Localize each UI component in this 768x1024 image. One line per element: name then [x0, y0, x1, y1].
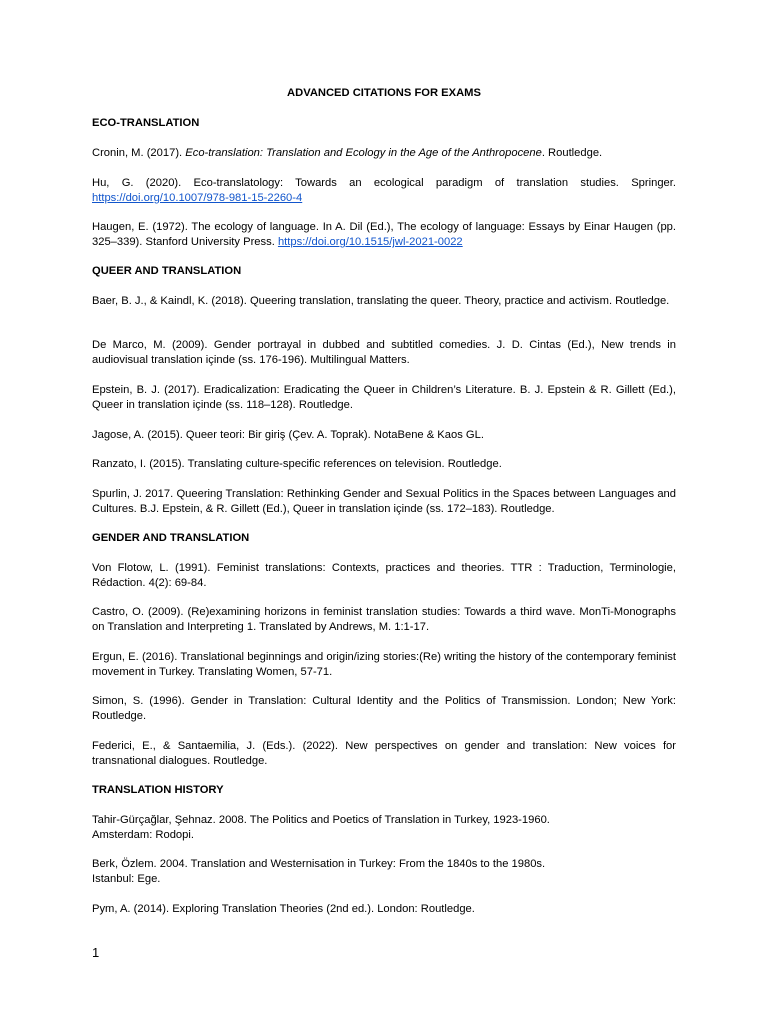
citation-epstein: Epstein, B. J. (2017). Eradicalization: Eradicating the Queer in Children’s Literature. B. J. Epstein & R. Gillett (Ed.), Queer in translation içinde (ss. 118–128). Routledge.: [92, 384, 676, 411]
citation-spurlin: Spurlin, J. 2017. Queering Translation: Rethinking Gender and Sexual Politics in the Spaces between Languages and Cultures. B.J. Epstein, & R. Gillett (Ed.), Queer in translation içinde (ss. 172–183). Routledge.: [92, 488, 676, 515]
citation-castro: Castro, O. (2009). (Re)examining horizons in feminist translation studies: Towards a third wave. MonTi-Monographs on Translation and Interpreting 1. Translated by Andrews, M. 1:1-17.: [92, 606, 676, 633]
citation-line: Istanbul: Ege.: [92, 872, 161, 885]
citation-text: Hu, G. (2020). Eco-translatology: Towards an ecological paradigm of translation studies. Springer.: [92, 177, 676, 189]
citation-berk: [92, 857, 676, 887]
section-heading-gender-and-translation: GENDER AND TRANSLATION: [92, 532, 250, 544]
citation-hu: [92, 176, 676, 206]
citation-text: . Routledge.: [541, 147, 603, 159]
citation-line: Tahir-Gürçağlar, Şehnaz. 2008. The Politics and Poetics of Translation in Turkey, 1923-1960.: [92, 814, 550, 826]
citation-simon: Simon, S. (1996). Gender in Translation: Cultural Identity and the Politics of Transmission. London; New York: Routledge.: [92, 695, 676, 722]
document-title: ADVANCED CITATIONS FOR EXAMS: [287, 87, 481, 99]
doi-link[interactable]: https://doi.org/10.1515/jwl-2021-0022: [277, 235, 463, 248]
citation-baer: Baer, B. J., & Kaindl, K. (2018). Queering translation, translating the queer. Theory, practice and activism. Routledge.: [92, 295, 670, 307]
citation-federici: Federici, E., & Santaemilia, J. (Eds.). (2022). New perspectives on gender and translation: New voices for transnational dialogues. Routledge.: [92, 740, 676, 767]
citation-haugen: [92, 220, 676, 250]
citation-text: Cronin, M. (2017).: [92, 147, 186, 159]
citation-tahir-gurcaglar: [92, 813, 676, 843]
citation-text: Haugen, E. (1972). The ecology of language. In A. Dil (Ed.), The ecology of language: Essays by Einar Haugen (pp. 325–339). Stanford University Press.: [92, 221, 676, 248]
citation-pym: Pym, A. (2014). Exploring Translation Theories (2nd ed.). London: Routledge.: [92, 903, 475, 915]
citation-line: Amsterdam: Rodopi.: [92, 828, 194, 841]
citation-line: Berk, Özlem. 2004. Translation and Westernisation in Turkey: From the 1840s to the 1980s.: [92, 858, 546, 870]
section-heading-eco-translation: ECO-TRANSLATION: [92, 117, 200, 129]
section-heading-queer-and-translation: QUEER AND TRANSLATION: [92, 265, 242, 277]
doi-link[interactable]: https://doi.org/10.1007/978-981-15-2260-4: [92, 191, 303, 204]
citation-cronin: [92, 146, 676, 161]
citation-de-marco: De Marco, M. (2009). Gender portrayal in dubbed and subtitled comedies. J. D. Cintas (Ed.), New trends in audiovisual translation içinde (ss. 176-196). Multilingual Matters.: [92, 339, 676, 366]
citation-ergun: Ergun, E. (2016). Translational beginnings and origin/izing stories:(Re) writing the history of the contemporary feminist movement in Turkey. Translating Women, 57-71.: [92, 651, 676, 678]
citation-italic-title: Eco-translation: Translation and Ecology in the Age of the Anthropocene: [185, 147, 542, 159]
citation-von-flotow: Von Flotow, L. (1991). Feminist translations: Contexts, practices and theories. TTR : Traduction, Terminologie, Rédaction. 4(2): 69-84.: [92, 562, 676, 589]
section-heading-translation-history: TRANSLATION HISTORY: [92, 784, 224, 796]
citation-ranzato: Ranzato, I. (2015). Translating culture-specific references on television. Routledge.: [92, 458, 502, 470]
citation-jagose: Jagose, A. (2015). Queer teori: Bir giriş (Çev. A. Toprak). NotaBene & Kaos GL.: [92, 429, 484, 441]
page-number: 1: [92, 945, 100, 960]
